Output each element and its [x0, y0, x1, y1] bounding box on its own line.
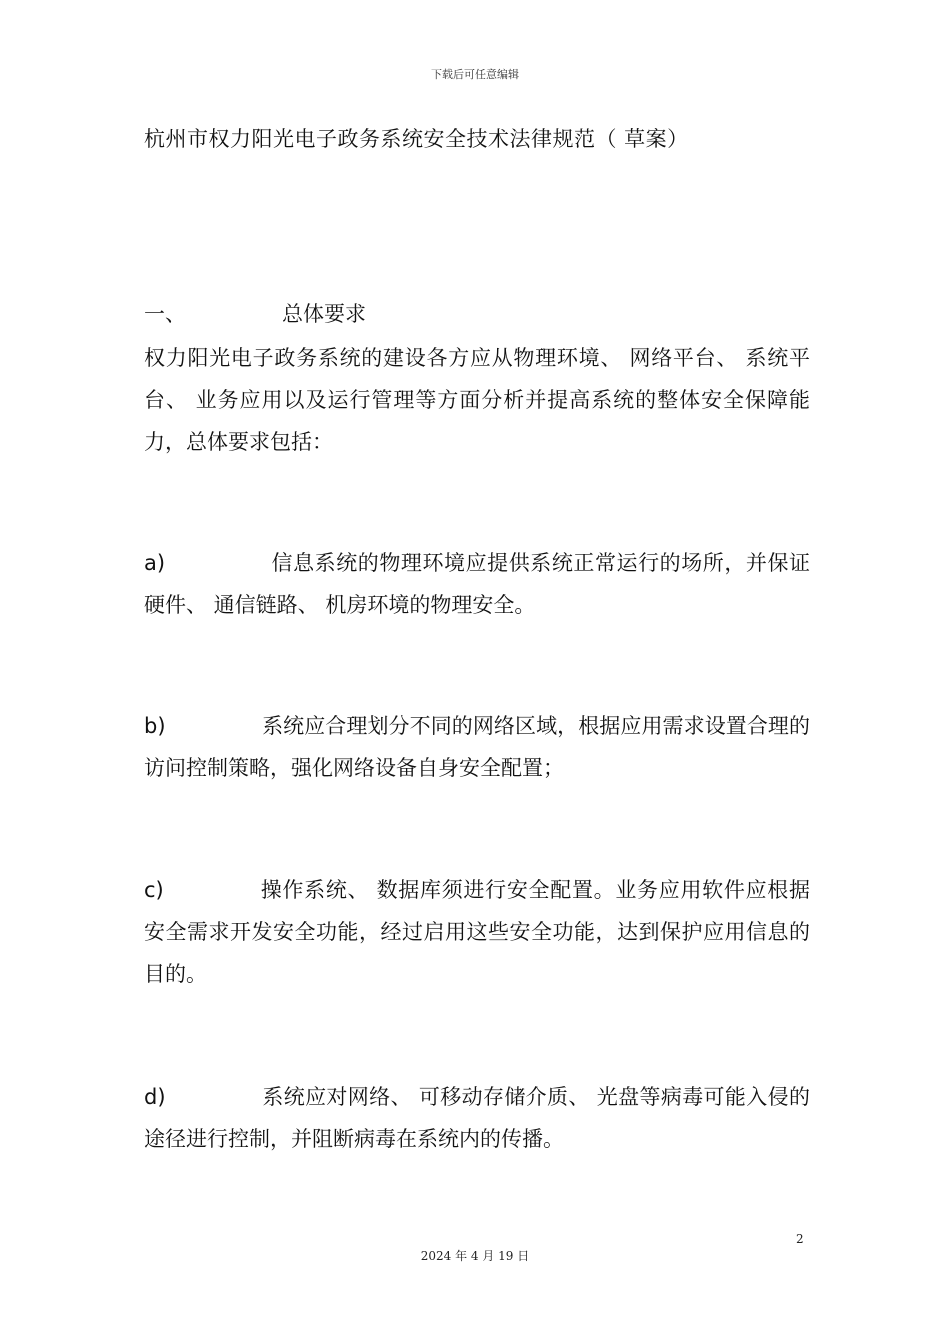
- list-item-marker: c): [144, 878, 164, 902]
- header-note: 下载后可任意编辑: [431, 68, 519, 81]
- list-item: [144, 1076, 810, 1160]
- intro-paragraph: 权力阳光电子政务系统的建设各方应从物理环境、 网络平台、 系统平台、 业务应用以及运行管理等方面分析并提高系统的整体安全保障能力，总体要求包括：: [144, 346, 810, 454]
- list-item-marker: a): [144, 551, 166, 575]
- document-title: 杭州市权力阳光电子政务系统安全技术法律规范（ 草案）: [144, 127, 689, 151]
- list-item-text: 信息系统的物理环境应提供系统正常运行的场所，并保证硬件、 通信链路、 机房环境的物理安全。: [144, 551, 810, 617]
- list-item: [144, 542, 810, 626]
- section-number: 一、: [144, 302, 186, 326]
- list-item: [144, 705, 810, 789]
- list-item-text: 操作系统、 数据库须进行安全配置。业务应用软件应根据安全需求开发安全功能，经过启用这些安全功能，达到保护应用信息的目的。: [144, 878, 810, 986]
- list-item-text: 系统应对网络、 可移动存储介质、 光盘等病毒可能入侵的途径进行控制，并阻断病毒在系统内的传播。: [144, 1085, 810, 1151]
- list-item: [144, 869, 810, 995]
- list-item-marker: d): [144, 1085, 166, 1109]
- page-number: 2: [796, 1232, 804, 1246]
- footer-date: 2024 年 4 月 19 日: [420, 1249, 530, 1263]
- list-item-text: 系统应合理划分不同的网络区域，根据应用需求设置合理的访问控制策略，强化网络设备自身安全配置；: [144, 714, 810, 780]
- section-heading: [144, 298, 824, 328]
- list-item-marker: b): [144, 714, 166, 738]
- section-title: 总体要求: [282, 302, 366, 326]
